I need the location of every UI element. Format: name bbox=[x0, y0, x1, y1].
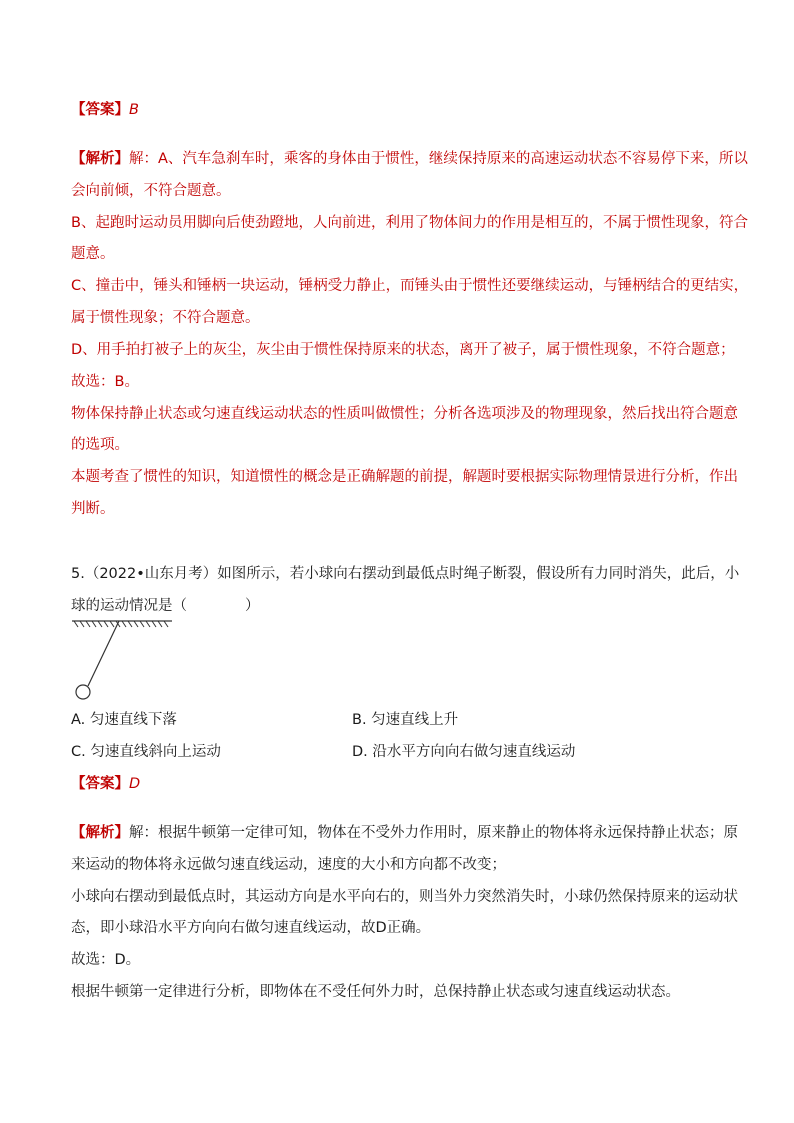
analysis-text: 根据牛顿第一定律进行分析，即物体在不受任何外力时，总保持静止状态或匀速直线运动状态。 bbox=[71, 984, 680, 1000]
analysis-label: 【解析】 bbox=[71, 825, 129, 841]
analysis-text: 题意。 bbox=[71, 246, 115, 262]
question-stem bbox=[71, 596, 260, 616]
analysis-text: 属于惯性现象；不符合题意。 bbox=[71, 310, 260, 326]
analysis-text: 来运动的物体将永远做匀速直线运动，速度的大小和方向都不改变； bbox=[71, 857, 506, 873]
option-c: C. 匀速直线斜向上运动 bbox=[71, 744, 221, 760]
answer-value: D bbox=[129, 776, 141, 792]
option-d: D. 沿水平方向向右做匀速直线运动 bbox=[352, 744, 576, 760]
answer-line-q5 bbox=[71, 774, 140, 794]
analysis-text: 会向前倾，不符合题意。 bbox=[71, 183, 231, 199]
analysis-line bbox=[71, 823, 738, 843]
answer-line-q4 bbox=[71, 100, 139, 120]
analysis-text: 判断。 bbox=[71, 501, 115, 517]
analysis-text: 解：A、汽车急刹车时，乘客的身体由于惯性，继续保持原来的高速运动状态不容易停下来，所以 bbox=[129, 151, 748, 167]
analysis-text: B、起跑时运动员用脚向后使劲蹬地，人向前进，利用了物体间力的作用是相互的，不属于惯性现象，符合 bbox=[71, 215, 748, 231]
answer-label: 【答案】 bbox=[71, 102, 129, 118]
analysis-label: 【解析】 bbox=[71, 151, 129, 167]
analysis-text: 态，即小球沿水平方向向右做匀速直线运动，故D正确。 bbox=[71, 920, 431, 936]
analysis-text: 本题考查了惯性的知识，知道惯性的概念是正确解题的前提，解题时要根据实际物理情景进行分析，作出 bbox=[71, 469, 738, 485]
question-stem-text: ） bbox=[245, 598, 260, 614]
analysis-text: 小球向右摆动到最低点时，其运动方向是水平向右的，则当外力突然消失时，小球仍然保持原来的运动状 bbox=[71, 889, 738, 905]
answer-value: B bbox=[129, 102, 139, 118]
analysis-text: 故选：D。 bbox=[71, 952, 141, 968]
option-a: A. 匀速直线下落 bbox=[71, 712, 177, 728]
question-stem-text: 球的运动情况是（ bbox=[71, 598, 187, 614]
analysis-text: C、撞击中，锤头和锤柄一块运动，锤柄受力静止，而锤头由于惯性还要继续运动，与锤柄结合的更结实， bbox=[71, 278, 749, 294]
pendulum-figure bbox=[68, 618, 178, 704]
option-b: B. 匀速直线上升 bbox=[352, 712, 459, 728]
analysis-text: 解：根据牛顿第一定律可知，物体在不受外力作用时，原来静止的物体将永远保持静止状态；原 bbox=[129, 825, 738, 841]
analysis-line bbox=[71, 149, 748, 169]
analysis-text: 物体保持静止状态或匀速直线运动状态的性质叫做惯性；分析各选项涉及的物理现象，然后找出符合题意 bbox=[71, 406, 738, 422]
answer-label: 【答案】 bbox=[71, 776, 129, 792]
question-stem: 5.（2022•山东月考）如图所示，若小球向右摆动到最低点时绳子断裂，假设所有力同时消失，此后，小 bbox=[71, 566, 740, 582]
analysis-text: 的选项。 bbox=[71, 437, 129, 453]
analysis-text: D、用手拍打被子上的灰尘，灰尘由于惯性保持原来的状态，离开了被子，属于惯性现象，不符合题意； bbox=[71, 342, 735, 358]
analysis-text: 故选：B。 bbox=[71, 374, 139, 390]
